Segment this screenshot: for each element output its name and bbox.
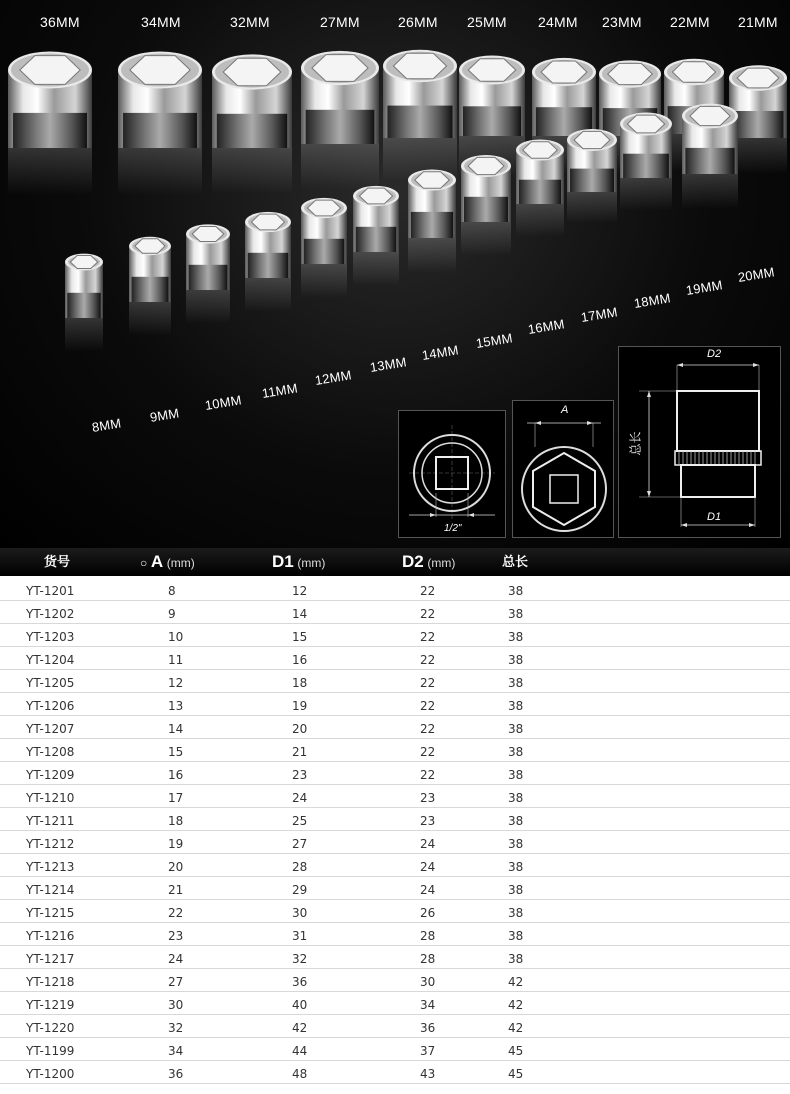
table-row — [0, 762, 790, 785]
d2-cell: 24 — [420, 860, 436, 874]
d1-cell: 15 — [292, 630, 308, 644]
a-cell: 11 — [168, 653, 184, 667]
spec-table-header — [0, 548, 790, 576]
item-no-cell: YT-1209 — [26, 768, 75, 782]
a-cell: 14 — [168, 722, 184, 736]
table-row — [0, 808, 790, 831]
table-row — [0, 716, 790, 739]
d2-cell: 37 — [420, 1044, 436, 1058]
d1-cell: 32 — [292, 952, 308, 966]
d1-cell: 25 — [292, 814, 308, 828]
size-label-10: 10MM — [203, 392, 243, 413]
d2-cell: 28 — [420, 952, 436, 966]
d1-cell: 21 — [292, 745, 308, 759]
item-no-cell: YT-1200 — [26, 1067, 75, 1081]
size-label-15: 15MM — [474, 330, 514, 351]
d2-cell: 30 — [420, 975, 436, 989]
a-cell: 32 — [168, 1021, 184, 1035]
length-cell: 38 — [508, 699, 524, 713]
d2-cell: 22 — [420, 607, 436, 621]
item-no-cell: YT-1219 — [26, 998, 75, 1012]
a-cell: 22 — [168, 906, 184, 920]
size-label-13: 13MM — [368, 354, 408, 375]
d2-cell: 36 — [420, 1021, 436, 1035]
a-cell: 18 — [168, 814, 184, 828]
size-label-17: 17MM — [579, 304, 619, 325]
item-no-cell: YT-1199 — [26, 1044, 75, 1058]
size-label-18: 18MM — [632, 290, 672, 311]
a-cell: 27 — [168, 975, 184, 989]
d1-cell: 16 — [292, 653, 308, 667]
length-cell: 38 — [508, 768, 524, 782]
length-cell: 38 — [508, 676, 524, 690]
size-label-11: 11MM — [260, 380, 299, 401]
size-label-36: 36MM — [40, 14, 80, 30]
length-cell: 42 — [508, 975, 524, 989]
length-cell: 38 — [508, 607, 524, 621]
table-row — [0, 969, 790, 992]
header-a: ○ A (mm) — [140, 552, 195, 571]
d2-cell: 22 — [420, 584, 436, 598]
drive-size-label: 1/2" — [444, 523, 462, 534]
table-row — [0, 854, 790, 877]
table-row — [0, 647, 790, 670]
socket-bottom-9 — [567, 129, 617, 223]
a-cell: 15 — [168, 745, 184, 759]
d1-cell: 30 — [292, 906, 308, 920]
socket-bottom-5 — [353, 186, 399, 286]
d2-cell: 26 — [420, 906, 436, 920]
table-row — [0, 831, 790, 854]
total-length-label: 总长 — [628, 431, 643, 456]
length-cell: 38 — [508, 791, 524, 805]
item-no-cell: YT-1210 — [26, 791, 75, 805]
item-no-cell: YT-1215 — [26, 906, 75, 920]
a-cell: 12 — [168, 676, 184, 690]
a-cell: 24 — [168, 952, 184, 966]
socket-bottom-10 — [620, 113, 672, 211]
socket-top-3 — [301, 51, 379, 190]
item-no-cell: YT-1216 — [26, 929, 75, 943]
item-no-cell: YT-1202 — [26, 607, 75, 621]
side-profile-diagram — [618, 346, 781, 538]
hex-end-diagram — [512, 400, 614, 538]
length-cell: 38 — [508, 952, 524, 966]
socket-bottom-7 — [461, 155, 511, 256]
socket-bottom-8 — [516, 139, 564, 236]
d2-cell: 22 — [420, 699, 436, 713]
a-cell: 19 — [168, 837, 184, 851]
size-label-19: 19MM — [684, 277, 724, 298]
d1-cell: 14 — [292, 607, 308, 621]
socket-top-1 — [118, 52, 202, 195]
item-no-cell: YT-1203 — [26, 630, 75, 644]
length-cell: 38 — [508, 929, 524, 943]
table-row — [0, 601, 790, 624]
d1-cell: 27 — [292, 837, 308, 851]
table-row — [0, 946, 790, 969]
size-label-9: 9MM — [148, 405, 181, 425]
d2-cell: 22 — [420, 630, 436, 644]
size-label-20: 20MM — [736, 264, 776, 285]
item-no-cell: YT-1205 — [26, 676, 75, 690]
socket-bottom-3 — [245, 212, 291, 312]
table-row — [0, 1038, 790, 1061]
d2-cell: 24 — [420, 837, 436, 851]
d2-cell: 22 — [420, 676, 436, 690]
socket-top-4 — [383, 50, 457, 181]
length-cell: 38 — [508, 860, 524, 874]
length-cell: 38 — [508, 814, 524, 828]
hex-symbol-icon: ○ — [140, 556, 148, 570]
d1-cell: 48 — [292, 1067, 308, 1081]
length-cell: 38 — [508, 722, 524, 736]
d2-cell: 34 — [420, 998, 436, 1012]
table-row — [0, 1061, 790, 1084]
item-no-cell: YT-1214 — [26, 883, 75, 897]
socket-top-2 — [212, 54, 292, 193]
drive-end-diagram — [398, 410, 506, 538]
d2-cell: 22 — [420, 653, 436, 667]
d1-cell: 31 — [292, 929, 308, 943]
item-no-cell: YT-1207 — [26, 722, 75, 736]
socket-bottom-2 — [186, 224, 230, 323]
length-cell: 38 — [508, 745, 524, 759]
item-no-cell: YT-1206 — [26, 699, 75, 713]
item-no-cell: YT-1204 — [26, 653, 75, 667]
d2-cell: 23 — [420, 791, 436, 805]
d2-label: D2 — [707, 348, 722, 360]
size-label-25: 25MM — [467, 14, 507, 30]
a-cell: 36 — [168, 1067, 184, 1081]
table-row — [0, 739, 790, 762]
length-cell: 45 — [508, 1067, 524, 1081]
d1-cell: 40 — [292, 998, 308, 1012]
size-label-16: 16MM — [526, 316, 566, 337]
d1-cell: 12 — [292, 584, 308, 598]
item-no-cell: YT-1218 — [26, 975, 75, 989]
spec-table-body — [0, 578, 790, 1084]
socket-bottom-4 — [301, 198, 347, 298]
a-cell: 17 — [168, 791, 184, 805]
table-row — [0, 877, 790, 900]
size-label-23: 23MM — [602, 14, 642, 30]
d2-cell: 22 — [420, 768, 436, 782]
table-row — [0, 670, 790, 693]
header-d2: D2 (mm) — [402, 552, 456, 571]
a-cell: 10 — [168, 630, 184, 644]
length-cell: 38 — [508, 584, 524, 598]
socket-bottom-1 — [129, 237, 171, 336]
header-item-no: 货号 — [44, 554, 71, 569]
header-length: 总长 — [502, 554, 529, 569]
item-no-cell: YT-1217 — [26, 952, 75, 966]
d2-cell: 23 — [420, 814, 436, 828]
a-cell: 16 — [168, 768, 184, 782]
d2-cell: 24 — [420, 883, 436, 897]
table-row — [0, 693, 790, 716]
d1-cell: 24 — [292, 791, 308, 805]
size-label-22: 22MM — [670, 14, 710, 30]
d1-cell: 44 — [292, 1044, 308, 1058]
item-no-cell: YT-1211 — [26, 814, 75, 828]
a-cell: 30 — [168, 998, 184, 1012]
socket-bottom-0 — [65, 254, 103, 352]
length-cell: 42 — [508, 1021, 524, 1035]
a-cell: 34 — [168, 1044, 184, 1058]
length-cell: 45 — [508, 1044, 524, 1058]
d2-cell: 28 — [420, 929, 436, 943]
socket-bottom-11 — [682, 104, 738, 209]
table-row — [0, 578, 790, 601]
d1-label: D1 — [707, 511, 722, 523]
d1-cell: 28 — [292, 860, 308, 874]
d1-cell: 36 — [292, 975, 308, 989]
a-cell: 20 — [168, 860, 184, 874]
item-no-cell: YT-1212 — [26, 837, 75, 851]
d2-cell: 22 — [420, 722, 436, 736]
size-label-21: 21MM — [738, 14, 778, 30]
size-label-32: 32MM — [230, 14, 270, 30]
length-cell: 38 — [508, 630, 524, 644]
d1-cell: 19 — [292, 699, 308, 713]
a-cell: 21 — [168, 883, 184, 897]
table-row — [0, 900, 790, 923]
table-row — [0, 785, 790, 808]
d1-cell: 18 — [292, 676, 308, 690]
size-label-26: 26MM — [398, 14, 438, 30]
length-cell: 38 — [508, 837, 524, 851]
table-row — [0, 923, 790, 946]
d2-cell: 43 — [420, 1067, 436, 1081]
size-label-27: 27MM — [320, 14, 360, 30]
header-d1: D1 (mm) — [272, 552, 326, 571]
a-cell: 13 — [168, 699, 184, 713]
a-cell: 9 — [168, 607, 176, 621]
a-cell: 23 — [168, 929, 184, 943]
d2-cell: 22 — [420, 745, 436, 759]
size-label-8: 8MM — [90, 415, 123, 435]
length-cell: 38 — [508, 906, 524, 920]
size-label-12: 12MM — [313, 367, 353, 388]
item-no-cell: YT-1201 — [26, 584, 75, 598]
item-no-cell: YT-1220 — [26, 1021, 75, 1035]
size-label-24: 24MM — [538, 14, 578, 30]
item-no-cell: YT-1208 — [26, 745, 75, 759]
length-cell: 38 — [508, 883, 524, 897]
length-cell: 38 — [508, 653, 524, 667]
table-row — [0, 1015, 790, 1038]
size-label-14: 14MM — [420, 342, 460, 363]
d1-cell: 42 — [292, 1021, 308, 1035]
size-label-34: 34MM — [141, 14, 181, 30]
d1-cell: 20 — [292, 722, 308, 736]
a-cell: 8 — [168, 584, 176, 598]
hex-a-label: A — [561, 404, 569, 416]
item-no-cell: YT-1213 — [26, 860, 75, 874]
d1-cell: 29 — [292, 883, 308, 897]
table-row — [0, 992, 790, 1015]
socket-top-0 — [8, 52, 92, 195]
d1-cell: 23 — [292, 768, 308, 782]
table-row — [0, 624, 790, 647]
socket-bottom-6 — [408, 169, 456, 272]
length-cell: 42 — [508, 998, 524, 1012]
